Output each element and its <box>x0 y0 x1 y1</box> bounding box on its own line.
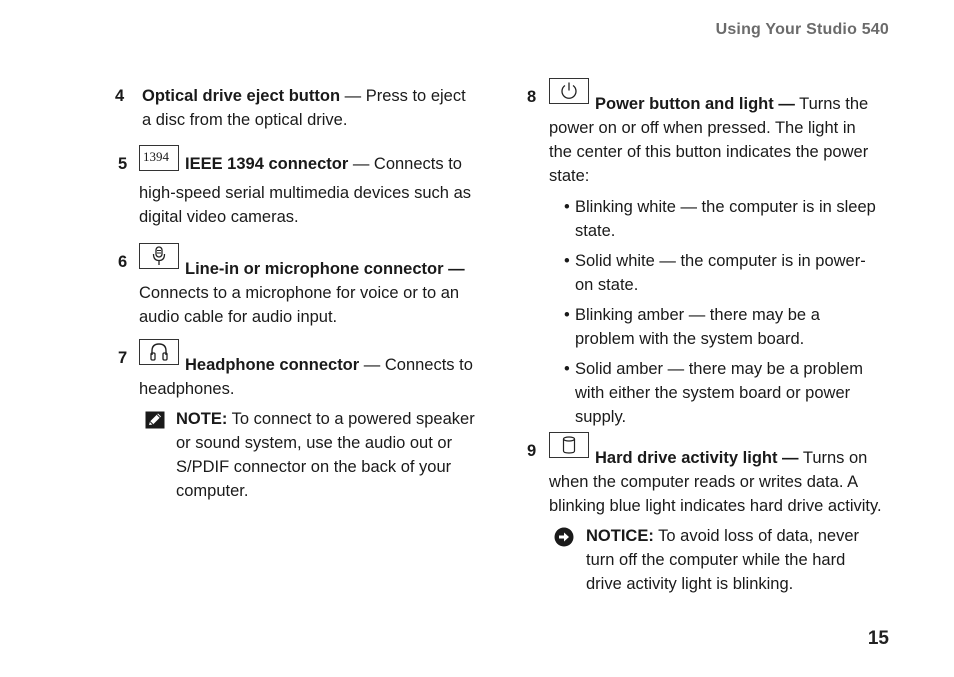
item-title: Headphone connector <box>185 356 360 374</box>
item-text: Turns the power on or off when pressed. The light in the center of this button indicates the power state: <box>549 95 869 185</box>
item-microphone <box>115 250 475 329</box>
note-text: To connect to a powered speaker or sound system, use the audio out or S/PDIF connector on the back of your computer. <box>176 410 475 500</box>
item-headphone <box>115 346 475 401</box>
power-state-list <box>564 195 882 429</box>
list-item: • Solid white — the computer is in power-on state. <box>564 252 866 294</box>
microphone-icon <box>139 243 179 269</box>
left-column <box>115 84 475 503</box>
item-number: 5 <box>118 155 128 173</box>
notice-text: To avoid loss of data, never turn off the computer while the hard drive activity light is blinking. <box>586 527 859 593</box>
item-optical-drive <box>115 84 475 132</box>
item-text: — Connects to headphones. <box>139 356 473 398</box>
page-number: 15 <box>867 628 889 649</box>
hard-drive-icon <box>549 432 589 458</box>
item-title: IEEE 1394 connector <box>185 155 349 173</box>
running-header: Using Your Studio 540 <box>715 21 889 38</box>
item-title: Hard drive activity light — <box>595 449 799 467</box>
notice-block <box>527 524 882 596</box>
notice-arrow-icon <box>554 527 574 554</box>
notice-label: NOTICE: <box>586 527 654 545</box>
note-pencil-icon <box>145 411 165 436</box>
item-title: Line-in or microphone connector — <box>185 260 465 278</box>
list-item: • Blinking amber — there may be a problem with the system board. <box>564 306 820 348</box>
item-ieee1394 <box>115 149 475 229</box>
item-text: Turns on when the computer reads or writes data. A blinking blue light indicates hard drive activity. <box>549 449 882 515</box>
ieee1394-icon <box>139 145 179 171</box>
headphone-icon <box>139 339 179 365</box>
note-block <box>115 407 475 503</box>
right-column <box>527 85 882 596</box>
power-icon <box>549 78 589 104</box>
item-hard-drive <box>527 439 882 518</box>
list-item: • Solid amber — there may be a problem with either the system board or power supply. <box>564 360 863 426</box>
item-number: 6 <box>118 253 128 271</box>
item-power-button <box>527 85 882 429</box>
list-item: • Blinking white — the computer is in sleep state. <box>564 198 876 240</box>
item-number: 4 <box>115 87 125 105</box>
item-title: Power button and light — <box>595 95 795 113</box>
item-text: — Press to eject a disc from the optical drive. <box>142 87 466 129</box>
item-text: — Connects to high-speed serial multimedia devices such as digital video cameras. <box>139 155 471 226</box>
item-text: Connects to a microphone for voice or to an audio cable for audio input. <box>139 284 460 326</box>
item-number: 7 <box>118 349 128 367</box>
ieee1394-icon-label: 1394 <box>143 149 169 164</box>
note-label: NOTE: <box>176 410 228 428</box>
item-title: Optical drive eject button <box>142 87 341 105</box>
item-number: 8 <box>527 88 537 106</box>
item-number: 9 <box>527 442 537 460</box>
